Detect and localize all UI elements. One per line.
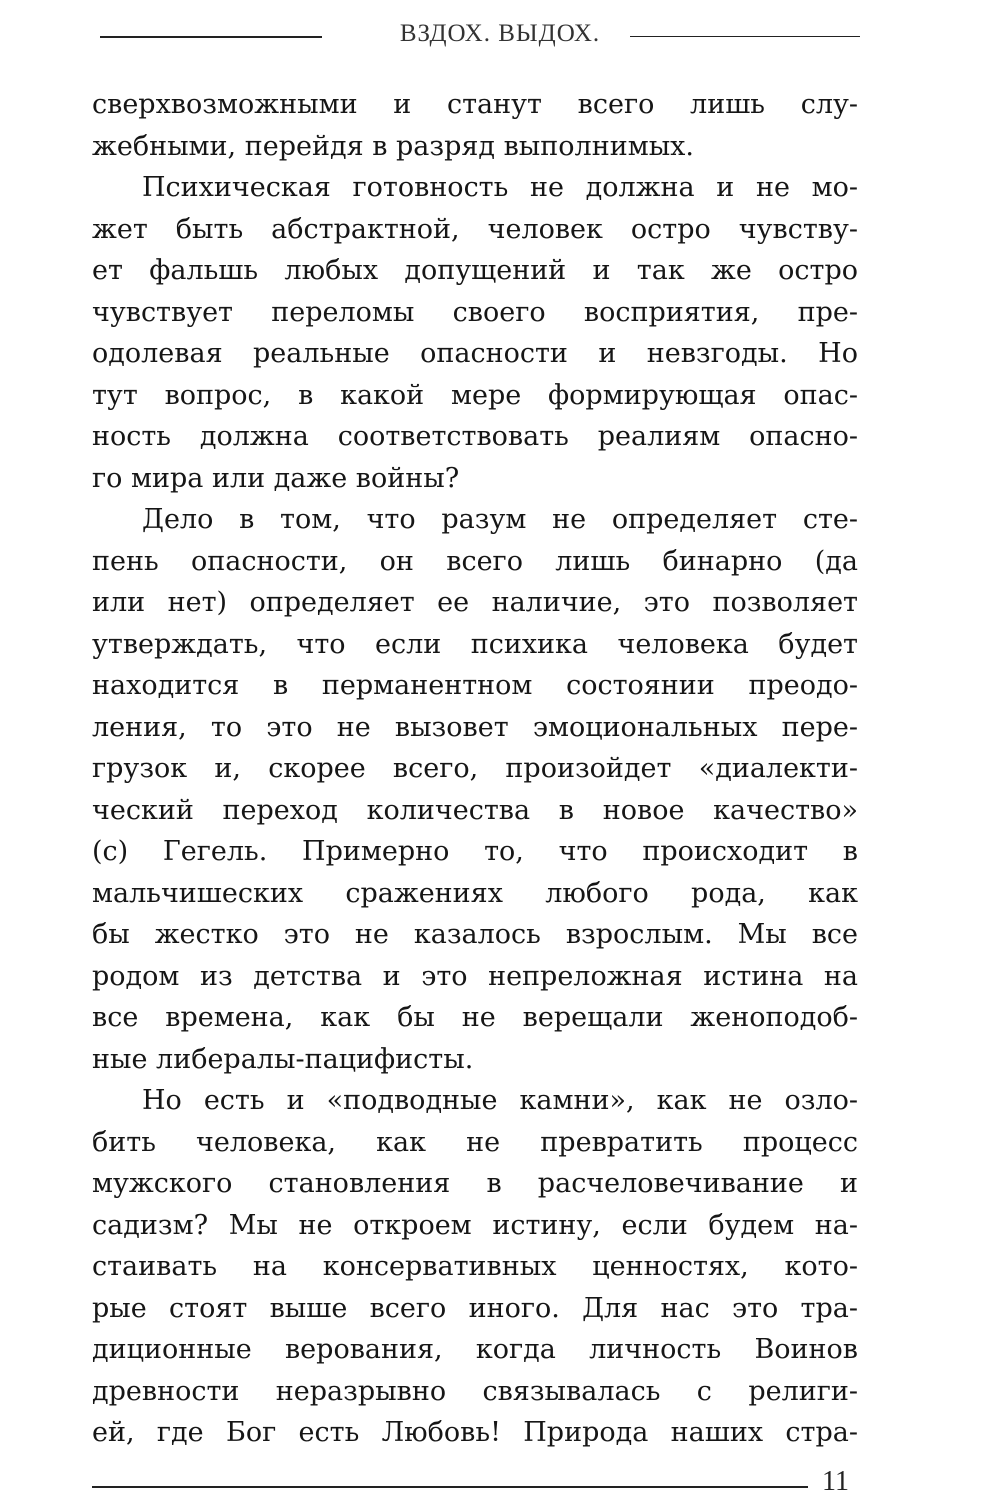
footer-rule xyxy=(92,1486,808,1488)
text-line: диционные верования, когда личность Воинов xyxy=(92,1334,858,1365)
page-number: 11 xyxy=(822,1466,849,1497)
text-line: садизм? Мы не откроем истину, если будем на- xyxy=(92,1209,858,1241)
text-line: находится в перманентном состоянии преодо- xyxy=(92,670,858,701)
text-line: утверждать, что если психика человека будет xyxy=(92,628,858,660)
text-line: мужского становления в расчеловечивание и xyxy=(92,1168,858,1199)
body-text xyxy=(92,84,858,1454)
text-line: ческий переход количества в новое качество» xyxy=(92,794,858,826)
paragraph xyxy=(92,1080,858,1454)
header-rule-right xyxy=(630,36,860,37)
text-line: бы жестко это не казалось взрослым. Мы все xyxy=(92,919,858,950)
text-line: ет фальшь любых допущений и так же остро xyxy=(92,255,858,286)
text-line: древности неразрывно связывалась с религи- xyxy=(92,1375,858,1407)
text-line: (с) Гегель. Примерно то, что происходит в xyxy=(92,836,858,867)
text-line: Но есть и «подводные камни», как не озло- xyxy=(142,1085,858,1116)
text-line: ей, где Бог есть Любовь! Природа наших стра- xyxy=(92,1417,858,1448)
text-line: одолевая реальные опасности и невзгоды. Но xyxy=(92,338,858,369)
text-line: стаивать на консервативных ценностях, кото- xyxy=(92,1251,858,1282)
text-line: мальчишеских сражениях любого рода, как xyxy=(92,877,858,909)
paragraph xyxy=(92,84,858,167)
text-line: все времена, как бы не верещали женоподоб- xyxy=(92,1002,858,1033)
text-line: сверхвозможными и станут всего лишь слу- xyxy=(92,89,858,120)
text-line: ления, то это не вызовет эмоциональных пере- xyxy=(92,711,858,743)
text-line: чувствует переломы своего восприятия, пре- xyxy=(92,296,858,328)
text-line: ные либералы-пацифисты. xyxy=(92,1043,474,1075)
text-line: пень опасности, он всего лишь бинарно (да xyxy=(92,545,858,577)
text-line: жебными, перейдя в разряд выполнимых. xyxy=(92,130,694,162)
running-title: ВЗДОХ. ВЫДОХ. xyxy=(399,20,601,47)
text-line: тут вопрос, в какой мере формирующая опас- xyxy=(92,379,858,411)
running-header xyxy=(0,18,1000,54)
text-line: Психическая готовность не должна и не мо- xyxy=(142,172,858,203)
text-line: бить человека, как не превратить процесс xyxy=(92,1126,858,1158)
text-line: или нет) определяет ее наличие, это позволяет xyxy=(92,587,858,618)
text-line: ность должна соответствовать реалиям опасно- xyxy=(92,421,858,452)
text-line: Дело в том, что разум не определяет сте- xyxy=(142,504,858,535)
text-line: родом из детства и это непреложная истина на xyxy=(92,960,858,992)
text-line: грузок и, скорее всего, произойдет «диалекти- xyxy=(92,753,858,784)
text-line: жет быть абстрактной, человек остро чувству- xyxy=(92,213,858,245)
paragraph xyxy=(92,167,858,499)
text-line: го мира или даже войны? xyxy=(92,462,460,494)
text-line: рые стоят выше всего иного. Для нас это тра- xyxy=(92,1292,858,1324)
paragraph xyxy=(92,499,858,1080)
page-footer xyxy=(0,1466,1000,1506)
